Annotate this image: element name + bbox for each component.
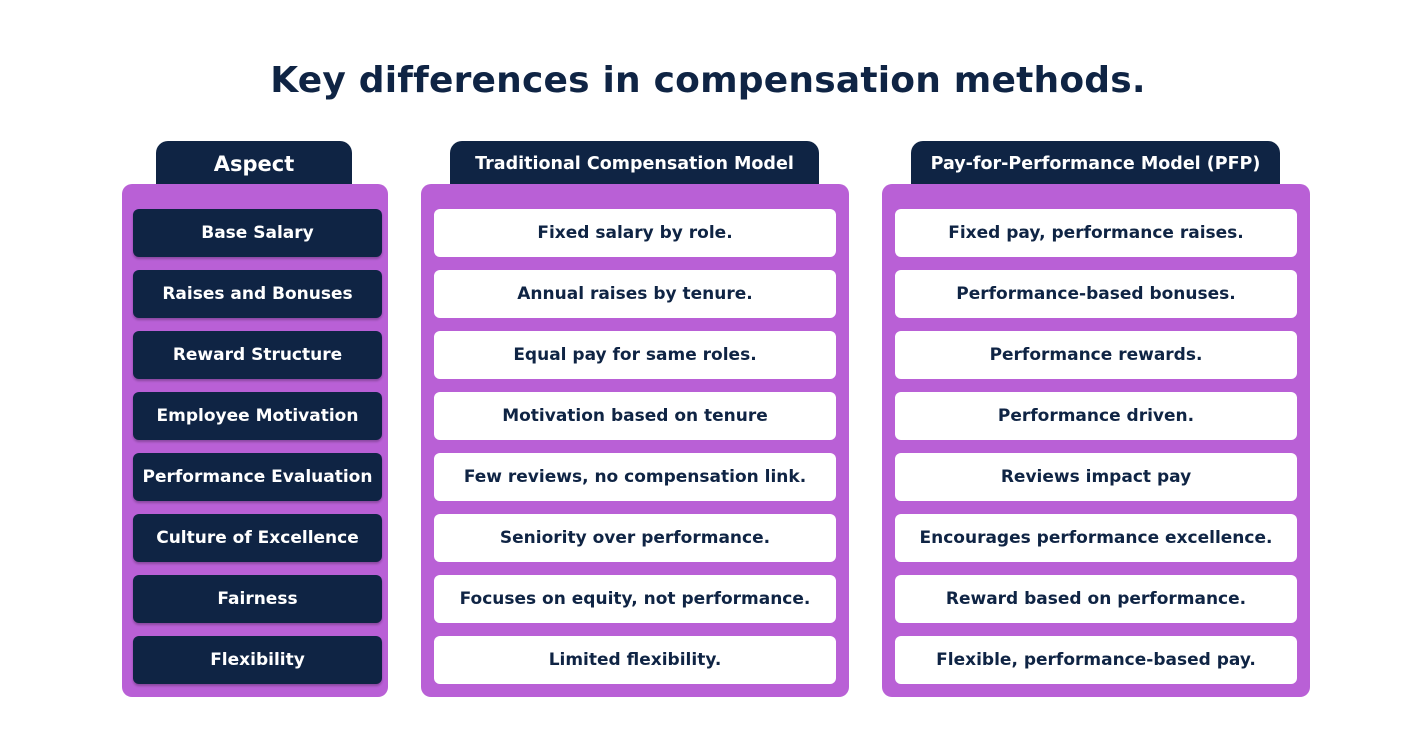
traditional-header — [450, 141, 819, 187]
aspect-cell-fairness: Fairness — [133, 575, 382, 623]
aspect-panel — [122, 184, 388, 697]
page-title: Key differences in compensation methods. — [270, 60, 1146, 101]
aspect-header-label: Aspect — [213, 152, 295, 176]
pfp-cell-flexibility: Flexible, performance-based pay. — [895, 636, 1297, 684]
aspect-cell-flexibility: Flexibility — [133, 636, 382, 684]
pfp-cell-raises-bonuses: Performance-based bonuses. — [895, 270, 1297, 318]
traditional-cell-raises-bonuses: Annual raises by tenure. — [434, 270, 836, 318]
aspect-header — [156, 141, 352, 187]
pfp-cell-reward-structure: Performance rewards. — [895, 331, 1297, 379]
traditional-cell-flexibility: Limited flexibility. — [434, 636, 836, 684]
pfp-cell-fairness: Reward based on performance. — [895, 575, 1297, 623]
traditional-cell-base-salary: Fixed salary by role. — [434, 209, 836, 257]
aspect-cell-employee-motivation: Employee Motivation — [133, 392, 382, 440]
aspect-cell-reward-structure: Reward Structure — [133, 331, 382, 379]
traditional-header-label: Traditional Compensation Model — [475, 154, 794, 174]
aspect-cell-raises-bonuses: Raises and Bonuses — [133, 270, 382, 318]
aspect-cell-base-salary: Base Salary — [133, 209, 382, 257]
pfp-cell-performance-evaluation: Reviews impact pay — [895, 453, 1297, 501]
traditional-cell-performance-evaluation: Few reviews, no compensation link. — [434, 453, 836, 501]
traditional-cell-culture-excellence: Seniority over performance. — [434, 514, 836, 562]
traditional-cell-employee-motivation: Motivation based on tenure — [434, 392, 836, 440]
pfp-panel — [882, 184, 1310, 697]
pfp-cell-culture-excellence: Encourages performance excellence. — [895, 514, 1297, 562]
pfp-cell-base-salary: Fixed pay, performance raises. — [895, 209, 1297, 257]
traditional-cell-fairness: Focuses on equity, not performance. — [434, 575, 836, 623]
pfp-header — [911, 141, 1280, 187]
traditional-panel — [421, 184, 849, 697]
traditional-cell-reward-structure: Equal pay for same roles. — [434, 331, 836, 379]
pfp-header-label: Pay-for-Performance Model (PFP) — [930, 154, 1261, 174]
aspect-cell-culture-excellence: Culture of Excellence — [133, 514, 382, 562]
aspect-cell-performance-evaluation: Performance Evaluation — [133, 453, 382, 501]
pfp-cell-employee-motivation: Performance driven. — [895, 392, 1297, 440]
